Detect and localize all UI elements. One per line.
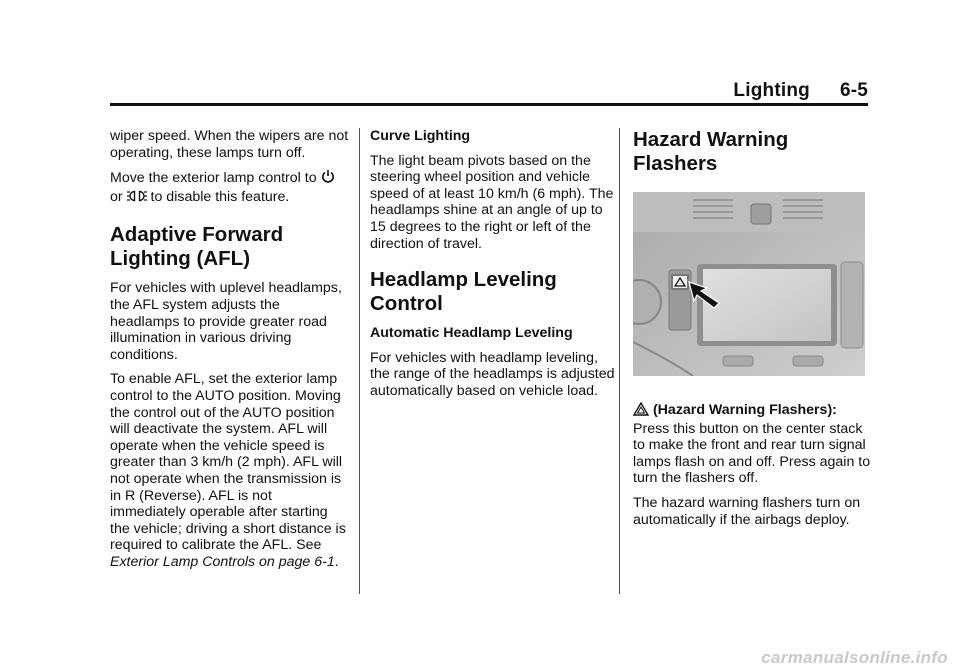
column-middle (370, 128, 615, 408)
subheading-curve-lighting: Curve Lighting (370, 128, 471, 144)
paragraph: The light beam pivots based on the steering wheel position and vehicle speed of at least 10 km/h (6 mph). The headlamps shine at an angle of up to 15 degrees to the right or left of the direction of travel. (370, 152, 614, 252)
hazard-label: (Hazard Warning Flashers): (652, 402, 837, 418)
column-left (110, 128, 350, 578)
paragraph: For vehicles with headlamp leveling, the range of the headlamps is adjusted automatically based on vehicle load. (370, 349, 615, 399)
center-stack-photo (633, 192, 865, 376)
heading-afl: Adaptive Forward Lighting (AFL) (110, 223, 284, 271)
paragraph: Move the exterior lamp control to or to disable this feature. (110, 169, 350, 207)
cross-reference-link[interactable]: Exterior Lamp Controls on page 6-1 (110, 553, 335, 570)
column-divider (359, 128, 360, 594)
parking-lamps-icon (127, 189, 147, 208)
heading-hazard-flashers: Hazard Warning Flashers (633, 128, 789, 175)
power-off-icon (321, 169, 335, 189)
heading-headlamp-leveling: Headlamp Leveling Control (370, 268, 557, 316)
header-rule (110, 103, 868, 106)
paragraph: wiper speed. When the wipers are not operating, these lamps turn off. (110, 128, 349, 161)
section-title: Lighting (733, 80, 810, 101)
column-right (633, 128, 873, 536)
watermark: carmanualsonline.info (761, 648, 948, 667)
hazard-button (673, 276, 687, 288)
column-divider (619, 128, 620, 594)
paragraph: (Hazard Warning Flashers): Press this button on the center stack to make the front and rear turn signal lamps flash on and off. Press again to turn the flashers off. (633, 402, 871, 487)
paragraph: To enable AFL, set the exterior lamp control to the AUTO position. Moving the control out of the AUTO position will deactivate the system. AFL will operate when the vehicle speed is greater than 3 km/h (2 mph). AFL will not operate when the transmission is in R (Reverse). AFL is not immediately operable after starting the vehicle; driving a short distance is required to calibrate the AFL. See Exterior Lamp Controls on page 6-1. (110, 371, 346, 570)
page-number: 6-5 (839, 80, 868, 101)
subheading-automatic-leveling: Automatic Headlamp Leveling (370, 325, 573, 342)
paragraph: The hazard warning flashers turn on automatically if the airbags deploy. (633, 494, 861, 528)
paragraph: For vehicles with uplevel headlamps, the AFL system adjusts the headlamps to provide greater road illumination in various driving conditions. (110, 280, 342, 363)
page-header (0, 80, 868, 102)
hazard-triangle-icon (633, 402, 649, 421)
